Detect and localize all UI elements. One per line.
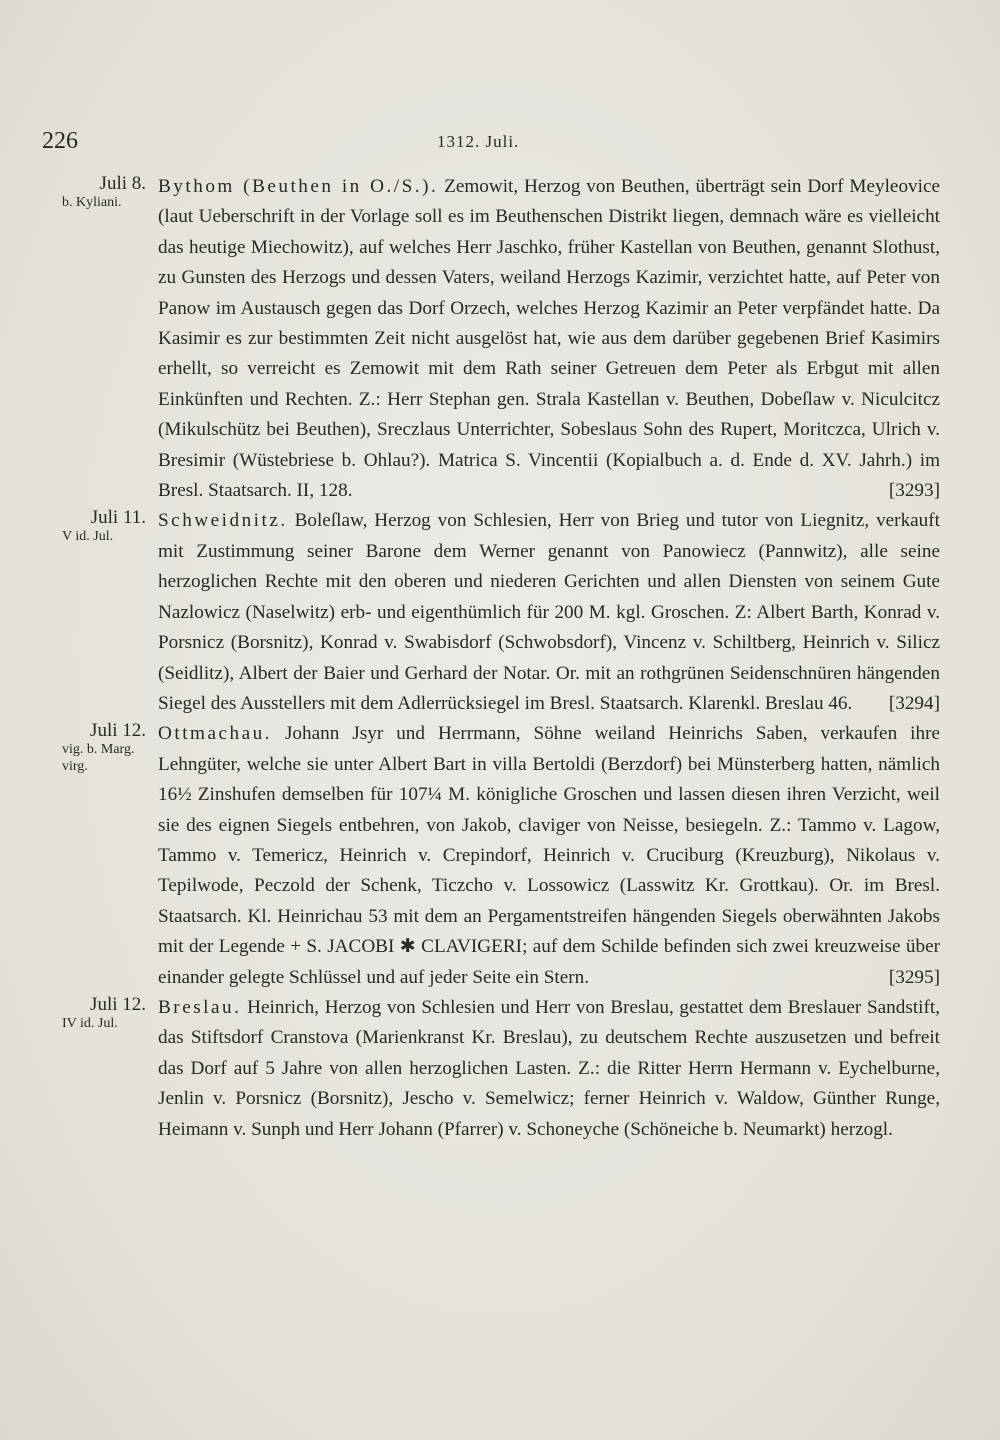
entry-reference-number: [3295] xyxy=(888,966,940,988)
entry-text: Boleſlaw, Herzog von Schlesien, Herr von Brieg und tutor von Liegnitz, verkauft mit Zustimmung seiner Barone dem Werner genannt von Panowiecz (Pannwitz), alle seine herzoglichen Rechte mit den oberen und niederen Gerichten und allen Diensten von seinem Gute Nazlowicz (Naselwitz) erb- und eigenthümlich für 200 M. kgl. Groschen. Z: Albert Barth, Konrad v. Porsnicz (Borsnitz), Konrad v. Swabisdorf (Schwobsdorf), Vincenz v. Schiltberg, Heinrich v. Silicz (Seidlitz), Albert der Baier und Gerhard der Notar. Or. mit an rothgrünen Seidenschnüren hängenden Siegel des Ausstellers mit dem Adlerrücksiegel im Bresl. Staatsarch. Klarenkl. Breslau 46. xyxy=(158,510,940,714)
entry-body xyxy=(148,506,940,719)
running-title: 1312. Juli. xyxy=(437,132,520,151)
entry-feast: b. Kyliani. xyxy=(62,195,122,210)
entry-feast: vig. b. Marg. virg. xyxy=(62,742,135,775)
entry-date: Juli 11. xyxy=(90,507,146,529)
entry-reference-number: [3293] xyxy=(888,480,940,502)
entry-place: Ottmachau. xyxy=(158,723,272,745)
entry-body xyxy=(148,172,940,506)
entry-3295 xyxy=(40,719,940,993)
entry-date-margin xyxy=(40,995,150,1032)
entry-text: Heinrich, Herzog von Schlesien und Herr von Breslau, gestattet dem Breslauer Sandstift, das Stiftsdorf Cranstova (Marienkranst Kr. Breslau), zu deutschem Rechte auszusetzen und befreit das Dorf auf 5 Jahre von allen herzoglichen Lasten. Z.: die Ritter Herrn Hermann v. Eychelburne, Jenlin v. Porsnicz (Borsnitz), Jescho v. Semelwicz; ferner Heinrich v. Waldow, Günther Runge, Heimann v. Sunph und Herr Johann (Pfarrer) v. Schoneyche (Schöneiche b. Neumarkt) herzogl. xyxy=(158,996,940,1140)
entry-place: Bythom (Beuthen in O./S.). xyxy=(158,176,439,197)
entry-body xyxy=(148,993,940,1145)
entry-feast: V id. Jul. xyxy=(62,529,114,545)
entry-date-margin xyxy=(40,721,150,775)
entry-date-margin xyxy=(40,508,150,545)
entry-place: Breslau. xyxy=(158,996,242,1018)
entry-3294 xyxy=(40,506,940,719)
entry-date: Juli 12. xyxy=(90,993,146,1015)
entry-reference-number: [3294] xyxy=(888,692,940,714)
entry-text: Johann Jsyr und Herrmann, Söhne weiland Heinrichs Saben, verkaufen ihre Lehngüter, welche sie unter Albert Bart in villa Bertoldi (Berzdorf) bei Münsterberg hatten, nämlich 16½ Zinshufen demselben für 107¼ M. königliche Groschen und lassen diesen ihren Verzicht, weil sie des eignen Siegels entbehren, von Jakob, claviger von Neisse, besiegeln. Z.: Tammo v. Lagow, Tammo v. Temericz, Heinrich v. Crepindorf, Heinrich v. Cruciburg (Kreuzburg), Nikolaus v. Tepilwode, Peczold der Schenk, Ticzcho v. Lossowicz (Lasswitz Kr. Grottkau). Or. im Bresl. Staatsarch. Kl. Heinrichau 53 mit dem an Pergamentstreifen hängenden Siegels oberwähnten Jakobs mit der Legende + S. JACOBI ✱ CLAVIGERI; auf dem Schilde befinden sich zwei kreuzweise über einander gelegte Schlüssel und auf jeder Seite ein Stern. xyxy=(158,723,940,988)
entry-place: Schweidnitz. xyxy=(158,510,288,532)
entry-body xyxy=(148,719,940,993)
entry-3293 xyxy=(40,172,940,506)
entries-list xyxy=(40,172,940,1145)
entry-3296 xyxy=(40,993,940,1145)
entry-date-margin xyxy=(40,174,150,211)
page-header xyxy=(42,128,942,168)
entry-date: Juli 12. xyxy=(90,720,146,742)
entry-feast: IV id. Jul. xyxy=(62,1015,118,1031)
page-number: 226 xyxy=(42,128,78,154)
entry-text: Zemowit, Herzog von Beuthen, überträgt sein Dorf Meyleovice (laut Ueberschrift in der Vorlage soll es im Beuthenschen Distrikt liegen, demnach wäre es vielleicht das heutige Miechowitz), auf welches Herr Jaschko, früher Kastellan von Beuthen, genannt Slothust, zu Gunsten des Herzogs und dessen Vaters, weiland Herzogs Kazimir, verzichtet hatte, auf Peter von Panow im Austausch gegen das Dorf Orzech, welches Herzog Kazimir an Peter verpfändet hatte. Da Kasimir es zur bestimmten Zeit nicht ausgelöst hat, wie aus dem darüber gegebenen Brief Kasimirs erhellt, so verreicht es Zemowit mit dem Rath seiner Getreuen dem Peter als Erbgut mit allen Einkünften und Rechten. Z.: Herr Stephan gen. Strala Kastellan v. Beuthen, Dobeſlaw v. Niculcitcz (Mikulschütz bei Beuthen), Sreczlaus Unterrichter, Sobeslaus Sohn des Rupert, Moritczca, Ulrich v. Bresimir (Wüstebriese b. Ohlau?). Matrica S. Vincentii (Kopialbuch a. d. Ende d. XV. Jahrh.) im Bresl. Staatsarch. II, 128. xyxy=(158,176,940,502)
entry-date: Juli 8. xyxy=(99,173,146,194)
